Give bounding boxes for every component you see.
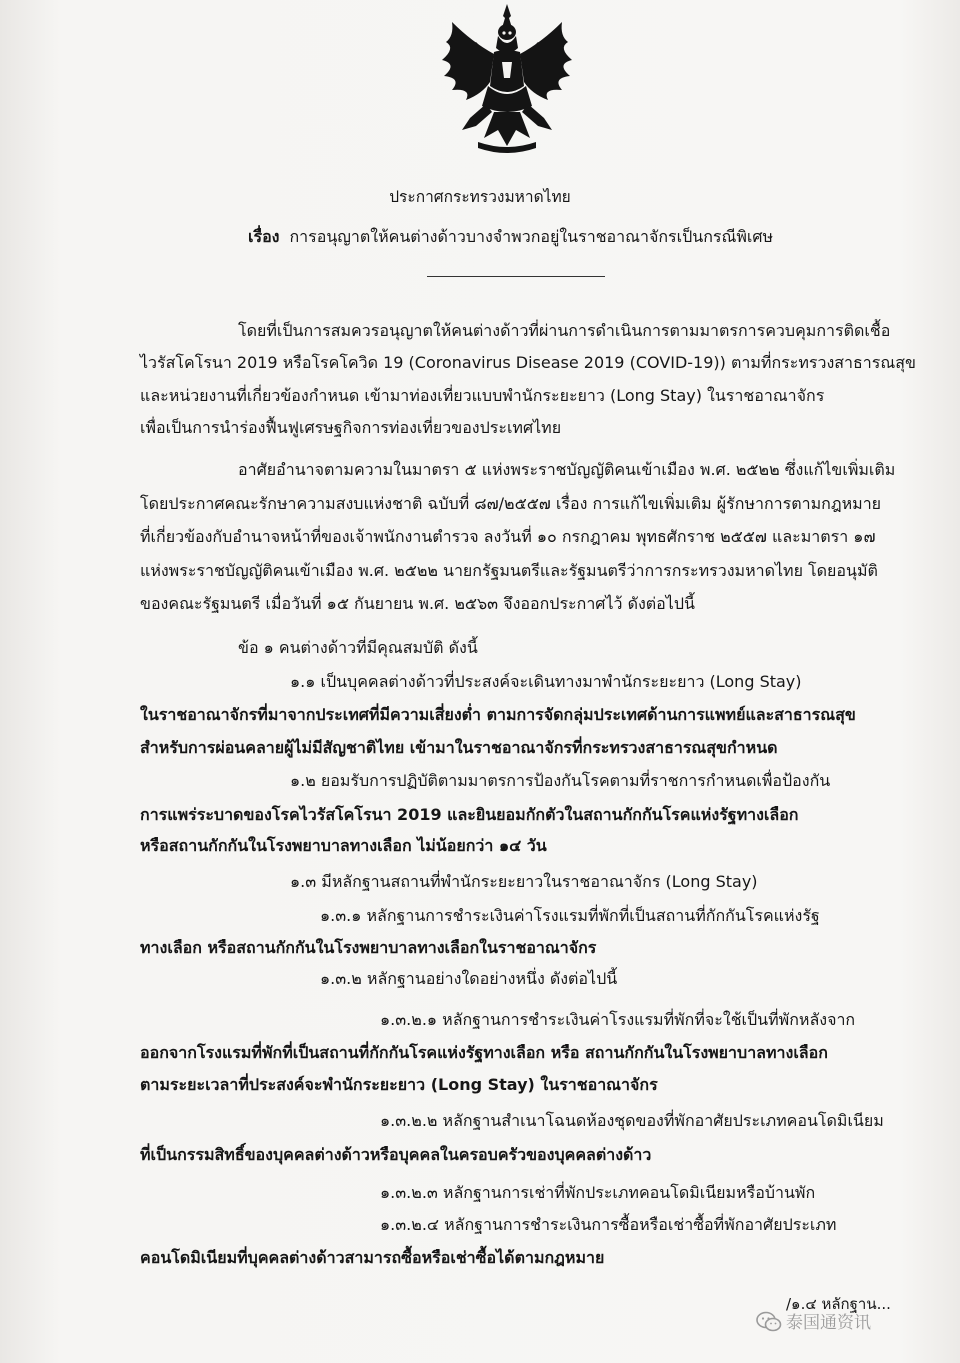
title-divider (427, 276, 605, 277)
watermark-text: 泰国通资讯 (786, 1313, 871, 1333)
body-line: ๑.๓.๒ หลักฐานอย่างใดอย่างหนึ่ง ดังต่อไปนี้ (320, 969, 618, 988)
body-line: และหน่วยงานที่เกี่ยวข้องกำหนด เข้ามาท่องเที่ยวแบบพำนักระยะยาว (Long Stay) ในราชอาณาจักร (140, 386, 825, 405)
subject-text: การอนุญาตให้คนต่างด้าวบางจำพวกอยู่ในราชอาณาจักรเป็นกรณีพิเศษ (289, 227, 774, 246)
body-line: ๑.๑ เป็นบุคคลต่างด้าวที่ประสงค์จะเดินทางมาพำนักระยะยาว (Long Stay) (290, 672, 802, 691)
body-line: ๑.๓ มีหลักฐานสถานที่พำนักระยะยาวในราชอาณาจักร (Long Stay) (290, 872, 758, 891)
clause-1-heading: ข้อ ๑ คนต่างด้าวที่มีคุณสมบัติ ดังนี้ (238, 638, 478, 657)
body-line: แห่งพระราชบัญญัติคนเข้าเมือง พ.ศ. ๒๕๒๒ นายกรัฐมนตรีและรัฐมนตรีว่าการกระทรวงมหาดไทย โดยอนุมัติ (140, 561, 878, 580)
body-line: ๑.๓.๒.๑ หลักฐานการชำระเงินค่าโรงแรมที่พักที่จะใช้เป็นที่พักหลังจาก (380, 1010, 856, 1029)
body-line: ที่เป็นกรรมสิทธิ์ของบุคคลต่างด้าวหรือบุคคลในครอบครัวของบุคคลต่างด้าว (140, 1145, 652, 1164)
body-line: ๑.๓.๒.๓ หลักฐานการเช่าที่พักประเภทคอนโดมิเนียมหรือบ้านพัก (380, 1183, 816, 1202)
subject-line (248, 227, 773, 247)
body-line: สำหรับการผ่อนคลายผู้ไม่มีสัญชาติไทย เข้ามาในราชอาณาจักรที่กระทรวงสาธารณสุขกำหนด (140, 738, 778, 757)
body-line: คอนโดมิเนียมที่บุคคลต่างด้าวสามารถซื้อหรือเช่าซื้อได้ตามกฎหมาย (140, 1248, 605, 1267)
body-line: การแพร่ระบาดของโรคไวรัสโคโรนา 2019 และยินยอมกักตัวในสถานกักกันโรคแห่งรัฐทางเลือก (140, 805, 799, 824)
body-line: ทางเลือก หรือสถานกักกันในโรงพยาบาลทางเลือกในราชอาณาจักร (140, 938, 597, 957)
body-line: อาศัยอำนาจตามความในมาตรา ๕ แห่งพระราชบัญญัติคนเข้าเมือง พ.ศ. ๒๕๒๒ ซึ่งแก้ไขเพิ่มเติม (238, 460, 896, 479)
body-line: ในราชอาณาจักรที่มาจากประเทศที่มีความเสี่ยงต่ำ ตามการจัดกลุ่มประเทศด้านการแพทย์และสาธารณสุข (140, 705, 856, 724)
body-line: โดยที่เป็นการสมควรอนุญาตให้คนต่างด้าวที่ผ่านการดำเนินการตามมาตรการควบคุมการติดเชื้อ (238, 321, 891, 340)
body-line: ตามระยะเวลาที่ประสงค์จะพำนักระยะยาว (Long Stay) ในราชอาณาจักร (140, 1075, 658, 1094)
wechat-icon (756, 1311, 782, 1333)
body-line: ไวรัสโคโรนา 2019 หรือโรคโควิด 19 (Coronavirus Disease 2019 (COVID-19)) ตามที่กระทรวงสาธารณสุข (140, 353, 916, 372)
body-line: ออกจากโรงแรมที่พักที่เป็นสถานที่กักกันโรคแห่งรัฐทางเลือก หรือ สถานกักกันในโรงพยาบาลทางเลือก (140, 1043, 828, 1062)
body-line: ๑.๒ ยอมรับการปฏิบัติตามมาตรการป้องกันโรคตามที่ราชการกำหนดเพื่อป้องกัน (290, 771, 831, 790)
garuda-emblem-icon (432, 2, 582, 160)
body-line: ๑.๓.๒.๔ หลักฐานการชำระเงินการซื้อหรือเช่าซื้อที่พักอาศัยประเภท (380, 1215, 837, 1234)
continuation-marker: /๑.๔ หลักฐาน... (786, 1295, 891, 1313)
body-line: เพื่อเป็นการนำร่องฟื้นฟูเศรษฐกิจการท่องเที่ยวของประเทศไทย (140, 418, 562, 437)
body-line: ของคณะรัฐมนตรี เมื่อวันที่ ๑๕ กันยายน พ.ศ. ๒๕๖๓ จึงออกประกาศไว้ ดังต่อไปนี้ (140, 594, 695, 613)
body-line: หรือสถานกักกันในโรงพยาบาลทางเลือก ไม่น้อยกว่า ๑๔ วัน (140, 836, 547, 855)
announcement-title: ประกาศกระทรวงมหาดไทย (389, 188, 571, 206)
subject-label: เรื่อง (248, 227, 280, 246)
body-line: ๑.๓.๑ หลักฐานการชำระเงินค่าโรงแรมที่พักที่เป็นสถานที่กักกันโรคแห่งรัฐ (320, 906, 820, 925)
body-line: ที่เกี่ยวข้องกับอำนาจหน้าที่ของเจ้าพนักงานตำรวจ ลงวันที่ ๑๐ กรกฎาคม พุทธศักราช ๒๕๕๗ และมาตรา ๑๗ (140, 527, 876, 546)
body-line: โดยประกาศคณะรักษาความสงบแห่งชาติ ฉบับที่ ๘๗/๒๕๕๗ เรื่อง การแก้ไขเพิ่มเติม ผู้รักษาการตามกฎหมาย (140, 494, 882, 513)
body-line: ๑.๓.๒.๒ หลักฐานสำเนาโฉนดห้องชุดของที่พักอาศัยประเภทคอนโดมิเนียม (380, 1111, 884, 1130)
watermark (756, 1309, 936, 1337)
